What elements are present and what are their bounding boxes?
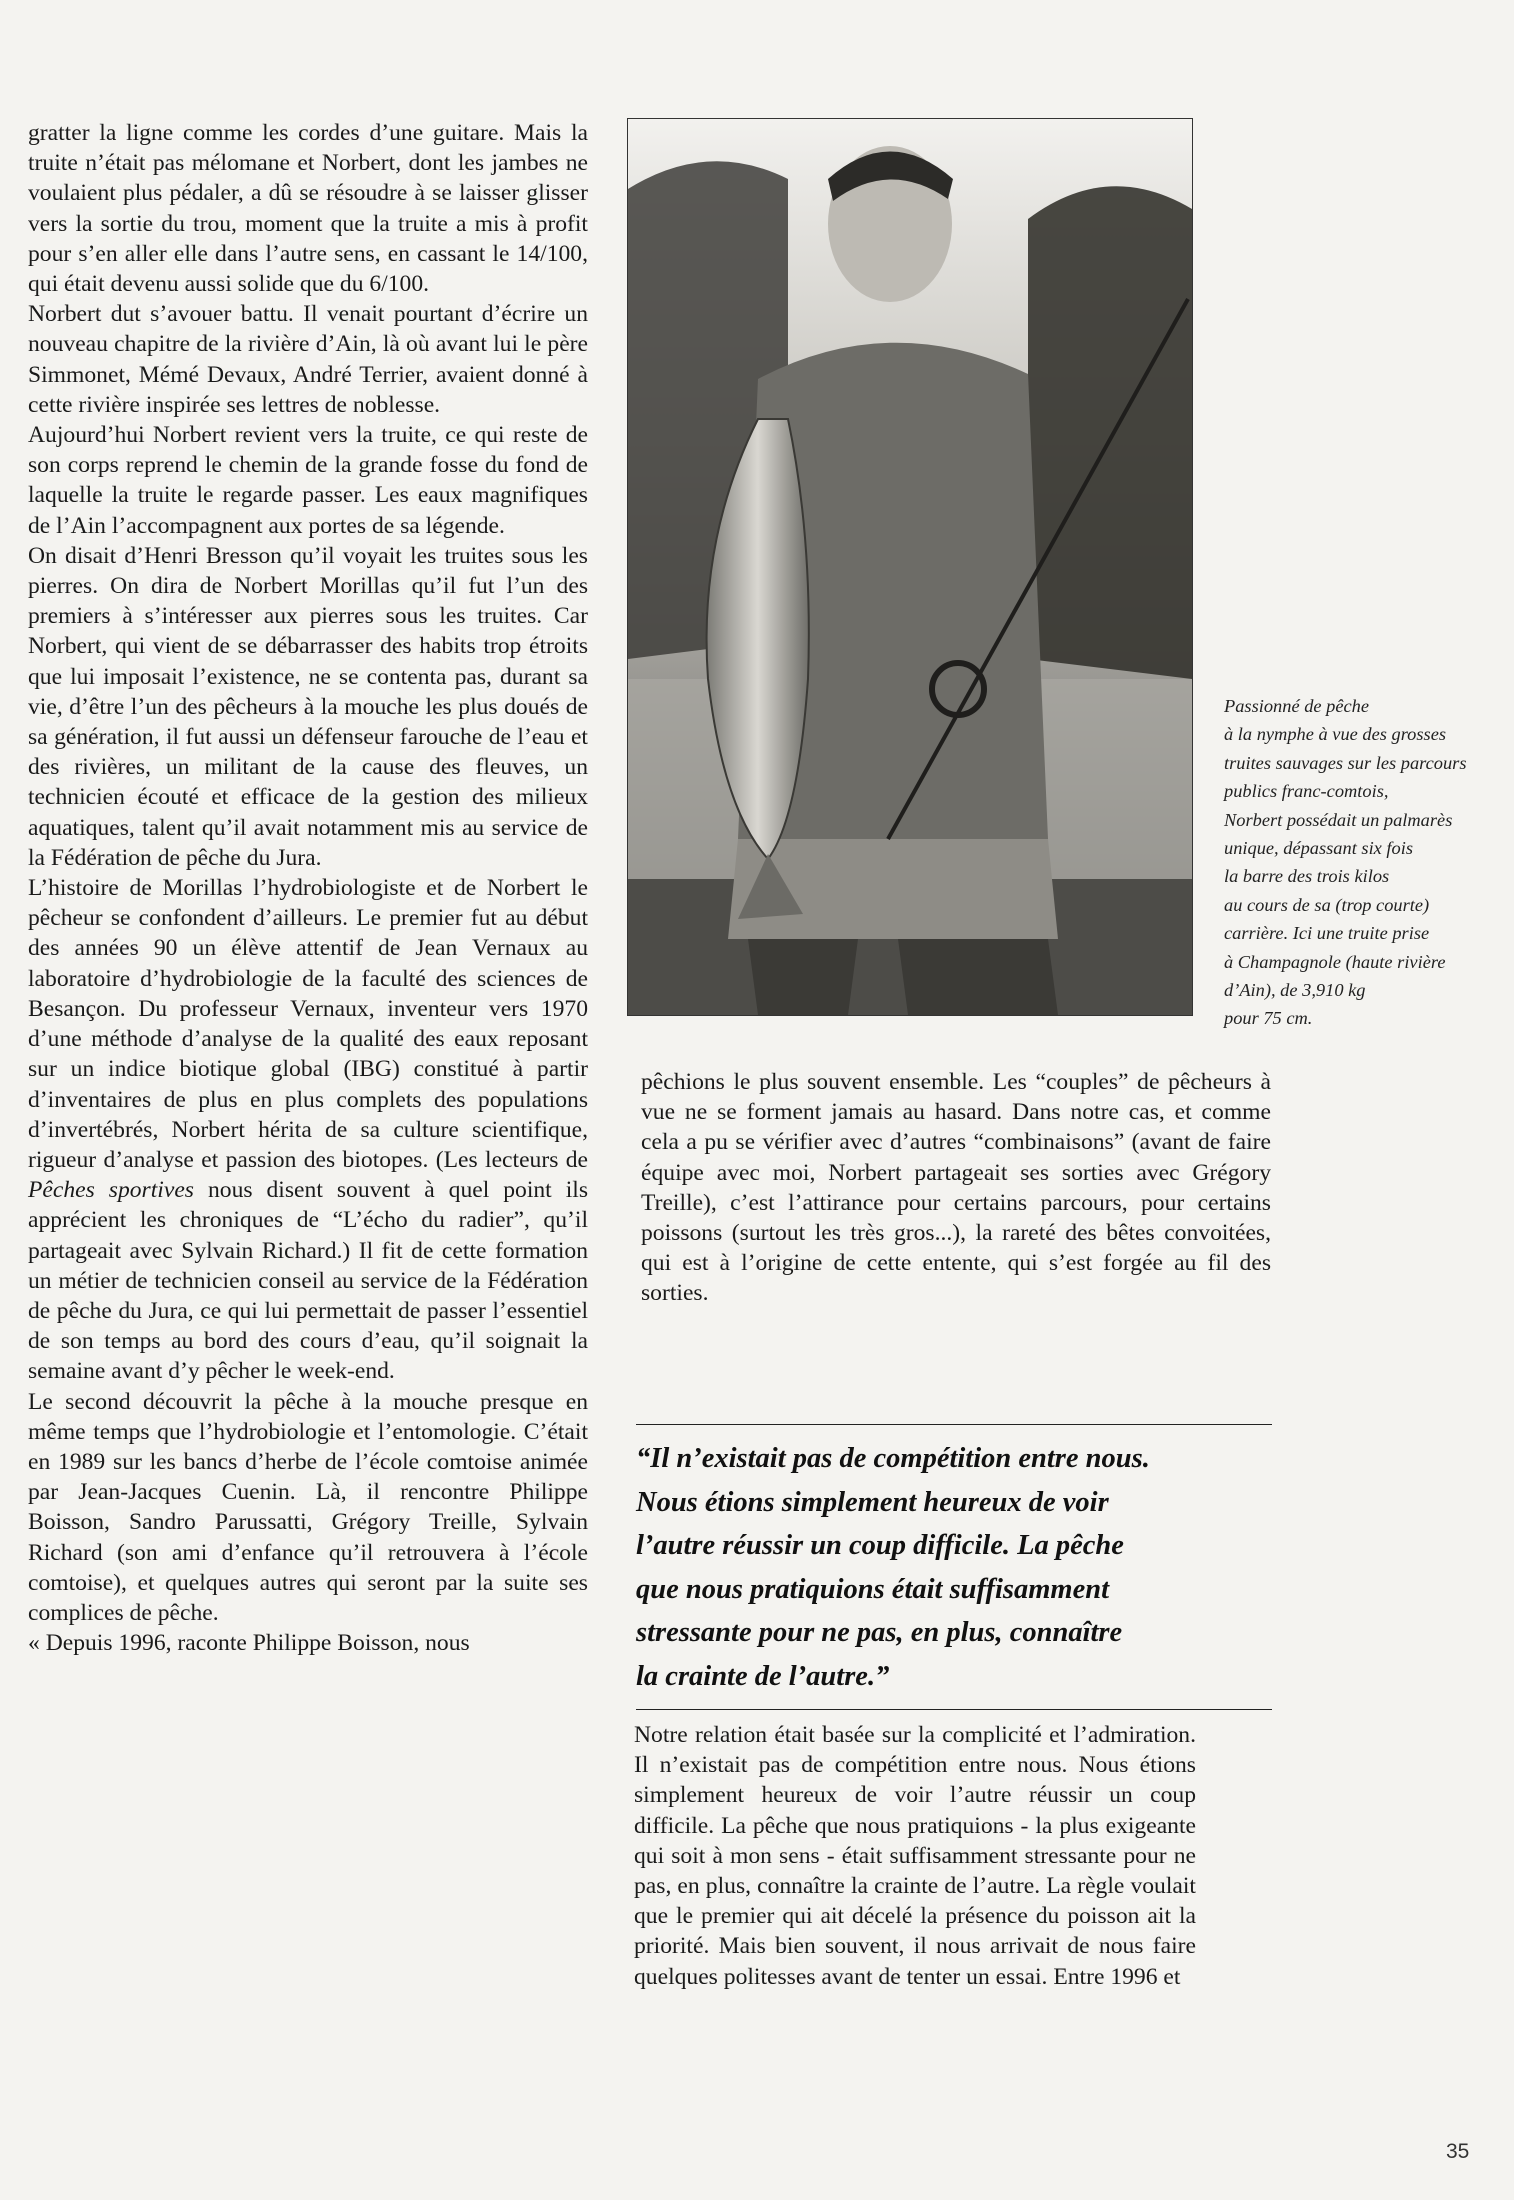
text-run: nous disent souvent à quel point ils apprécient les chroniques de “L’écho du radier”, qu’il partageait avec Sylvain Richard.) Il fit de cette formation un métier de technicien conseil au service de la Fédération de pêche du Jura, ce qui lui permettait de passer l’essentiel de son temps au bord des cours d’eau, qu’il soignait la semaine avant d’y pêcher le week-end. [28,1177,589,1385]
right-text-lower [634,1720,1196,1992]
caption-line: Passionné de pêche [1224,696,1370,716]
pull-quote-line: Nous étions simplement heureux de voir [636,1486,1109,1518]
paragraph: Norbert dut s’avouer battu. Il venait pourtant d’écrire un nouveau chapitre de la rivière d’Ain, là où avant lui le père Simmonet, Mémé Devaux, André Terrier, avaient donné à cette rivière inspirée ses lettres de noblesse. [28,301,588,418]
pull-quote-line: “Il n’existait pas de compétition entre nous. [636,1443,1150,1474]
pull-quote-line: stressante pour ne pas, en plus, connaître [636,1617,1123,1649]
caption-line: la barre des trois kilos [1224,866,1390,887]
magazine-title: Pêches sportives [28,1177,194,1204]
right-text-upper [641,1067,1271,1309]
pull-quote-line: que nous pratiquions était suffisamment [636,1573,1110,1605]
angler-holding-trout-photo [627,118,1193,1016]
caption-line: pour 75 cm. [1224,1008,1313,1029]
caption-line: Norbert possédait un palmarès [1224,809,1453,830]
paragraph: Notre relation était basée sur la complicité et l’admiration. Il n’existait pas de compétition entre nous. Nous étions simplement heureux de voir l’autre réussir un coup difficile. La pêche que nous pratiquions - la plus exigeante qui soit à mon sens - était suffisamment stressante pour ne pas, en plus, connaître la crainte de l’autre. La règle voulait que le premier qui ait décelé la présence du poisson ait la priorité. Mais bien souvent, il nous arrivait de nous faire quelques politesses avant de tenter un essai. Entre 1996 et [634,1722,1196,1990]
pull-quote-line: l’autre réussir un coup difficile. La pêche [636,1530,1124,1562]
caption-line: à Champagnole (haute rivière [1224,951,1446,972]
page-number: 35 [1446,2140,1470,2163]
caption-line: carrière. Ici une truite prise [1224,923,1430,944]
photo-illustration [628,119,1192,1015]
paragraph: « Depuis 1996, raconte Philippe Boisson, nous [28,1630,470,1657]
caption-line: au cours de sa (trop courte) [1224,894,1430,915]
caption-line: unique, dépassant six fois [1224,838,1414,859]
paragraph: On disait d’Henri Bresson qu’il voyait les truites sous les pierres. On dira de Norbert Morillas qu’il fut l’un des premiers à s’intéresser aux pierres sous les truites. Car Norbert, qui vient de se débarrasser des habits trop étroits que lui imposait l’existence, ne se contenta pas, durant sa vie, d’être l’un des pêcheurs à la mouche les plus doués de sa génération, il fut aussi un défenseur farouche de l’eau et des rivières, un militant de la cause des fleuves, un technicien écouté et efficace de la gestion des milieux aquatiques, talent qu’il avait notamment mis au service de la Fédération de pêche du Jura. [28,542,588,871]
caption-line: truites sauvages sur les parcours [1224,752,1467,773]
left-text-column [28,118,588,1658]
photo-caption [1224,692,1494,1033]
pull-quote [636,1424,1272,1710]
paragraph: Aujourd’hui Norbert revient vers la truite, ce qui reste de son corps reprend le chemin de la grande fosse du fond de laquelle la truite le regarde passer. Les eaux magnifiques de l’Ain l’accompagnent aux portes de sa légende. [28,422,588,539]
paragraph: pêchions le plus souvent ensemble. Les “couples” de pêcheurs à vue ne se forment jamais au hasard. Dans notre cas, et comme cela a pu se vérifier avec d’autres “combinaisons” (avant de faire équipe avec moi, Norbert partageait ses sorties avec Grégory Treille), c’est l’attirance pour certains parcours, pour certains poissons (surtout les très gros...), la rareté des bêtes convoitées, qui est à l’origine de cette entente, qui s’est forgée au fil des sorties. [641,1069,1271,1307]
paragraph [28,873,588,1386]
paragraph: gratter la ligne comme les cordes d’une guitare. Mais la truite n’était pas mélomane et Norbert, dont les jambes ne voulaient plus pédaler, a dû se résoudre à se laisser glisser vers la sortie du trou, moment que la truite a mis à profit pour s’en aller elle dans l’autre sens, en cassant le 14/100, qui était devenu aussi solide que du 6/100. [28,120,588,298]
caption-line: d’Ain), de 3,910 kg [1224,980,1366,1001]
caption-line: à la nymphe à vue des grosses [1224,724,1447,745]
text-run: L’histoire de Morillas l’hydrobiologiste et de Norbert le pêcheur se confondent d’ailleurs. Le premier fut au début des années 90 un élève attentif de Jean Vernaux au laboratoire d’hydrobiologie de la faculté des sciences de Besançon. Du professeur Vernaux, inventeur vers 1970 d’une méthode d’analyse de la qualité des eaux reposant sur un indice biotique global (IBG) constitué à partir d’inventaires de plus en plus complets des populations d’invertébrés, Norbert hérita de sa culture scientifique, rigueur d’analyse et passion des biotopes. (Les lecteurs de [28,875,588,1173]
pull-quote-line: la crainte de l’autre.” [636,1660,890,1692]
paragraph: Le second découvrit la pêche à la mouche presque en même temps que l’hydrobiologie et l’entomologie. C’était en 1989 sur les bancs d’herbe de l’école comtoise animée par Jean-Jacques Cuenin. Là, il rencontre Philippe Boisson, Sandro Parussatti, Grégory Treille, Sylvain Richard (son ami d’enfance qu’il retrouvera à l’école comtoise), et quelques autres qui seront par la suite ses complices de pêche. [28,1388,588,1626]
caption-line: publics franc-comtois, [1224,781,1389,802]
